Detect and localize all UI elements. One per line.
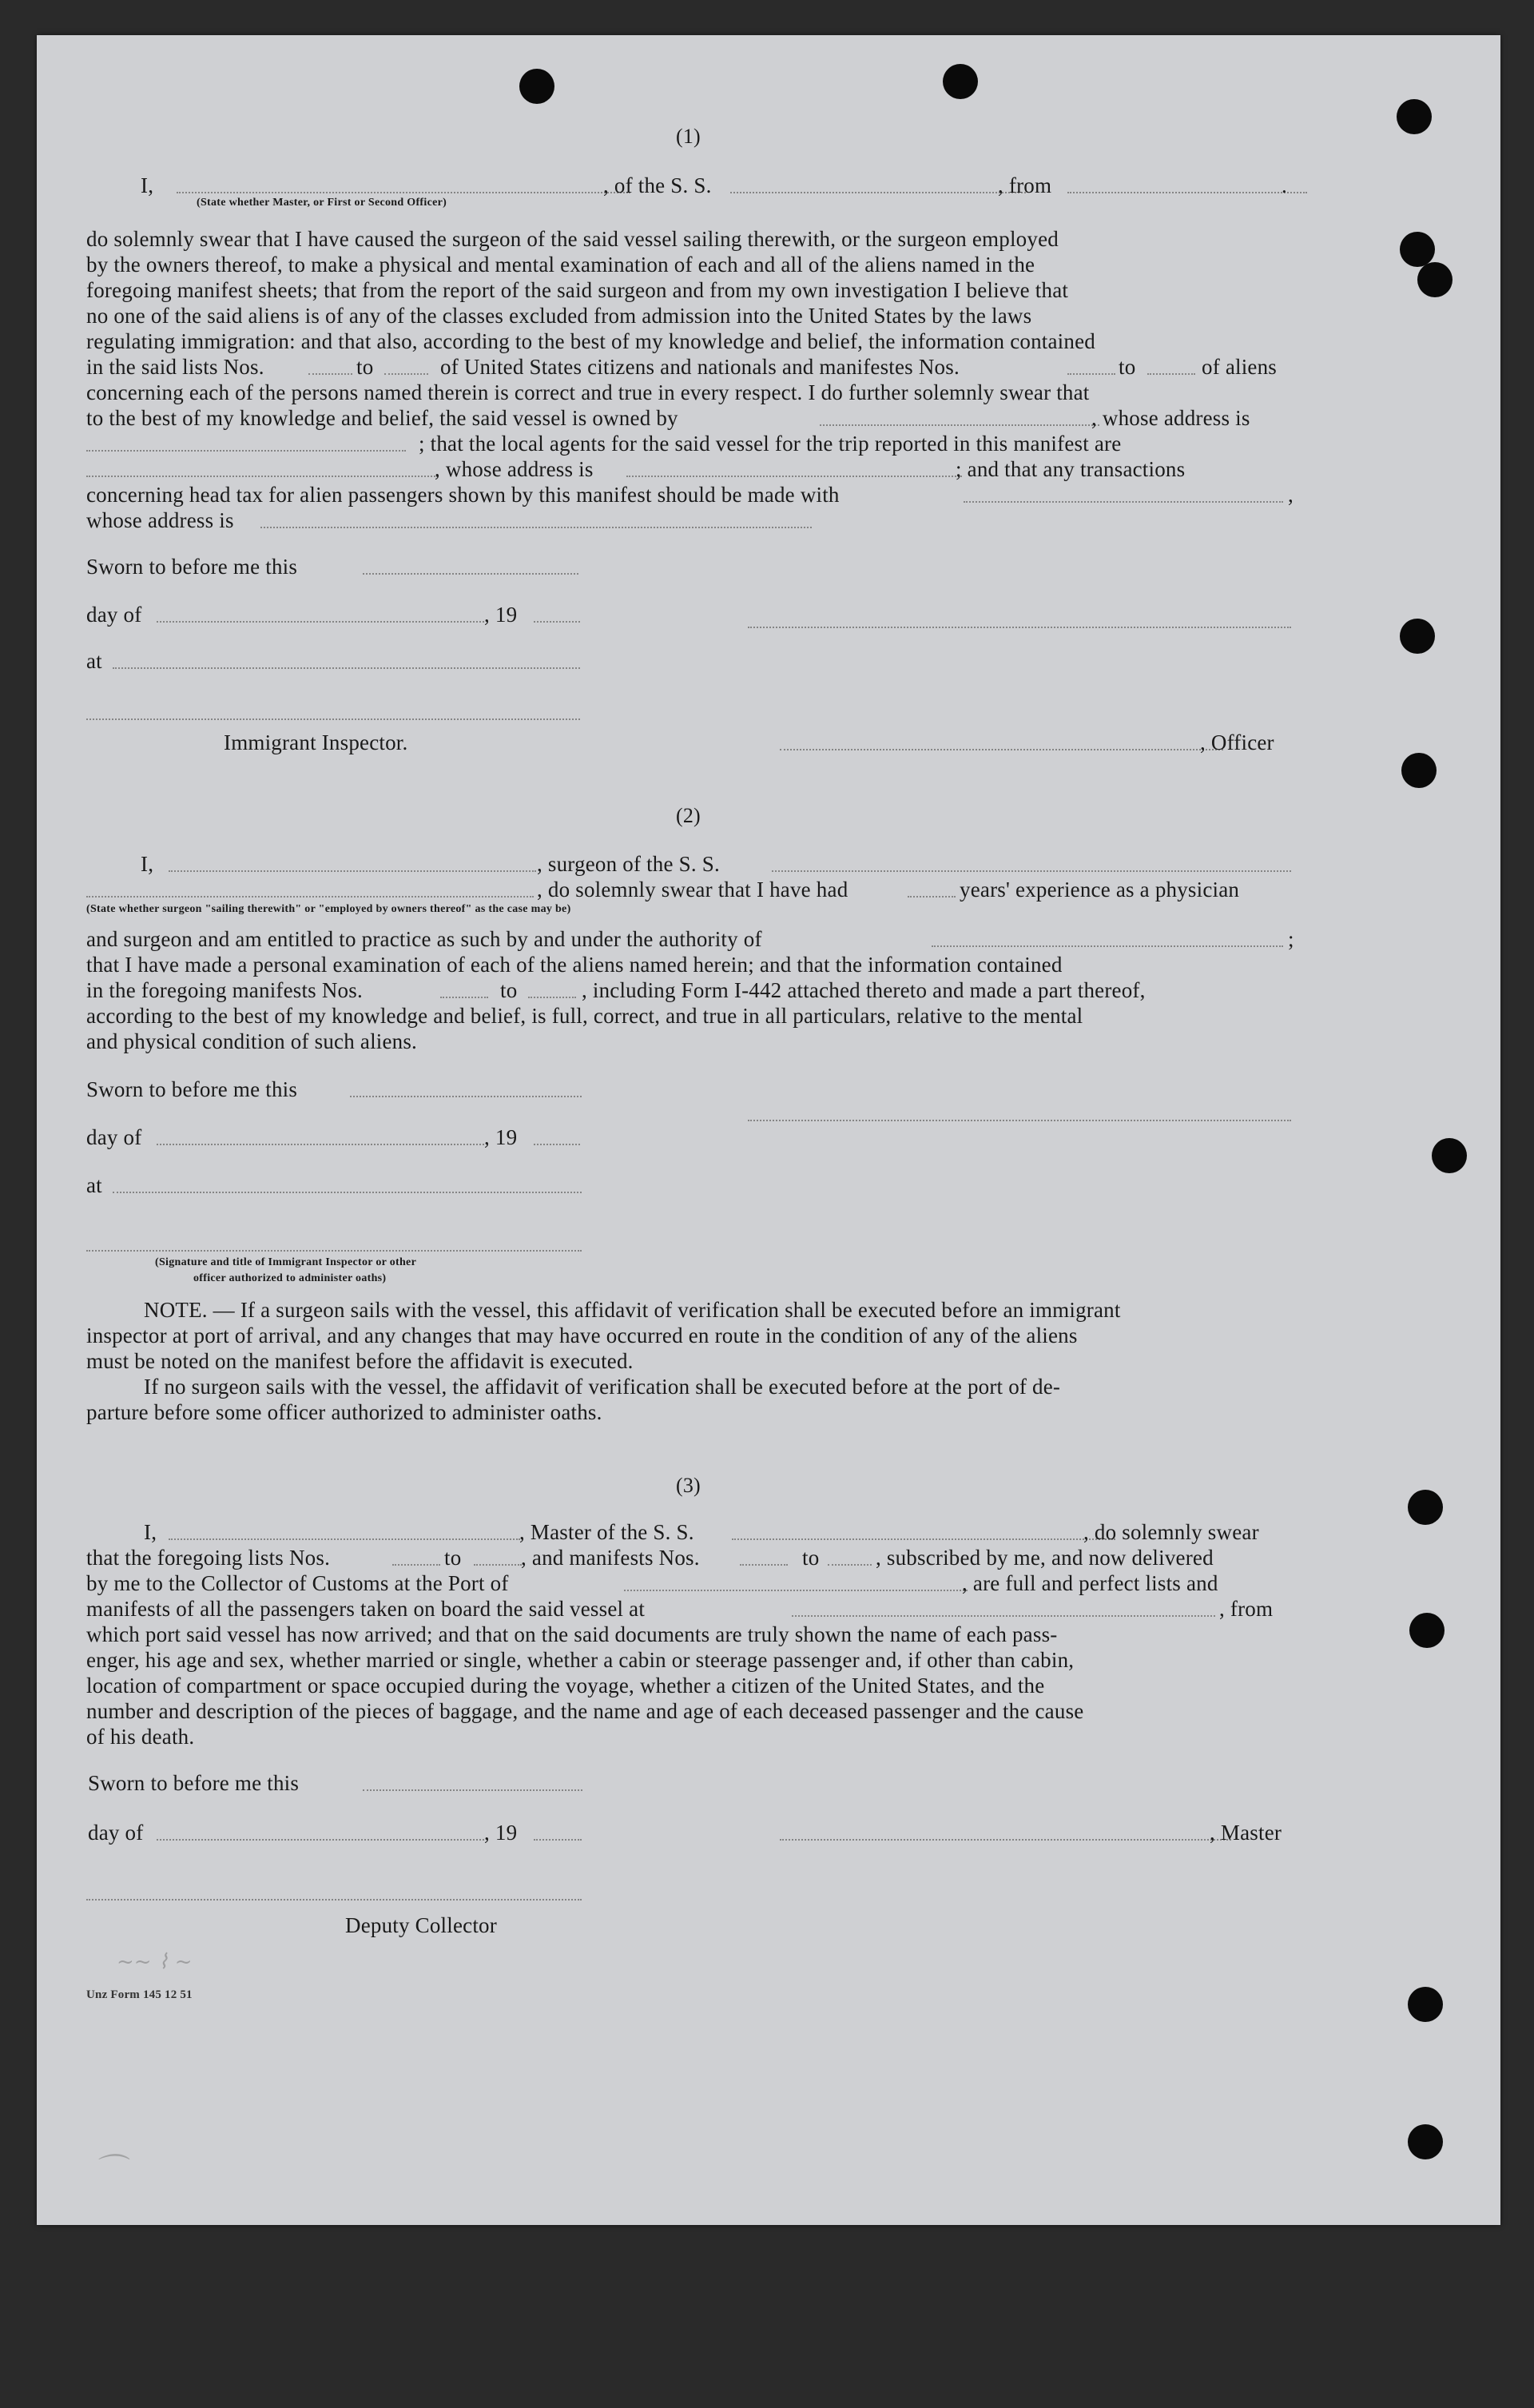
paragraph-line: according to the best of my knowledge and belief, is full, correct, and true in all particulars, relative to the mental — [86, 1004, 1083, 1028]
punch-hole — [1397, 99, 1432, 134]
board-text: , from — [1219, 1597, 1274, 1621]
paragraph-line: number and description of the pieces of baggage, and the name and age of each deceased passenger and the cause — [86, 1699, 1084, 1723]
fill-line-master-signature — [780, 1839, 1231, 1841]
fill-line-manifest-from — [1067, 373, 1115, 375]
foregoing-text: , including Form I-442 attached thereto and made a part thereof, — [582, 978, 1146, 1002]
fill-line-year — [534, 1144, 580, 1145]
collector-text: , are full and perfect lists and — [962, 1571, 1218, 1595]
master-of-text: , Master of the S. S. — [519, 1520, 694, 1544]
fill-line-sworn-day — [350, 1096, 582, 1097]
fill-line-officer-signature-top — [748, 627, 1291, 628]
paragraph-line: which port said vessel has now arrived; and that on the said documents are truly shown the name of each pass- — [86, 1622, 1058, 1646]
fill-line-month — [157, 1839, 484, 1841]
fill-line-owner-address — [86, 450, 406, 452]
surgeon-of-text: , surgeon of the S. S. — [537, 852, 720, 876]
punch-hole — [943, 64, 978, 99]
lists-text: , and manifests Nos. — [521, 1546, 700, 1570]
fill-line-vessel-name — [730, 192, 1026, 193]
to-label: to — [1119, 355, 1136, 379]
fill-line-month — [157, 621, 484, 623]
punch-hole — [519, 69, 554, 104]
fill-line-list-from — [392, 1564, 440, 1566]
fill-line-surgeon-status — [86, 896, 534, 898]
faint-mark: ⌒ — [93, 2152, 125, 2189]
punch-hole — [1408, 1490, 1443, 1525]
punch-hole — [1400, 619, 1435, 654]
note-master: (State whether Master, or First or Second Officer) — [197, 197, 447, 209]
collector-text: by me to the Collector of Customs at the Port of — [86, 1571, 509, 1595]
section-number: (3) — [676, 1474, 701, 1497]
agents-address-text: , whose address is — [435, 457, 594, 481]
fill-line-manifest-from — [440, 997, 488, 998]
fill-line-surgeon-name — [169, 870, 536, 872]
owner-address-text: , whose address is — [1091, 406, 1250, 430]
fill-line-inspector-signature — [86, 1250, 582, 1252]
fill-line-year — [534, 1839, 582, 1841]
year-text: , 19 — [484, 603, 518, 627]
head-tax-text: concerning head tax for alien passengers shown by this manifest should be made with — [86, 483, 840, 507]
faint-handwriting: ~~ ⌇ ~ — [117, 1950, 193, 1974]
to-label: to — [444, 1546, 462, 1570]
paragraph-line: enger, his age and sex, whether married or single, whether a cabin or steerage passenger and, if other than cabin, — [86, 1648, 1075, 1672]
years-text: years' experience as a physician — [960, 878, 1240, 902]
sworn-text: Sworn to before me this — [86, 1077, 298, 1101]
at-text: at — [86, 649, 102, 673]
punch-hole — [1400, 232, 1435, 267]
fill-line-agents-address — [626, 476, 962, 477]
fill-line-owner — [820, 424, 1099, 426]
fill-line-year — [534, 621, 580, 623]
oath-i: I, — [141, 173, 154, 197]
year-text: , 19 — [484, 1821, 518, 1845]
fill-line-head-tax-address — [260, 527, 812, 528]
fill-line-sworn-day — [363, 1789, 582, 1791]
punch-hole — [1401, 753, 1437, 788]
semicolon: ; — [1288, 927, 1294, 951]
lists-text: in the said lists Nos. — [86, 355, 264, 379]
paragraph-line: location of compartment or space occupied during the voyage, whether a citizen of the United States, and the — [86, 1674, 1045, 1698]
note-line: If no surgeon sails with the vessel, the affidavit of verification shall be executed before at the port of de- — [144, 1375, 1061, 1399]
signature-note: (Signature and title of Immigrant Inspector or other — [155, 1256, 417, 1268]
fill-line-manifest-to — [528, 997, 576, 998]
at-text: at — [86, 1173, 102, 1197]
paragraph-line: and physical condition of such aliens. — [86, 1029, 418, 1053]
of-the-ss: , of the S. S. — [603, 173, 712, 197]
comma: , — [1288, 483, 1294, 507]
fill-line-place — [113, 1192, 582, 1193]
fill-line-port — [624, 1590, 968, 1591]
board-text: manifests of all the passengers taken on board the said vessel at — [86, 1597, 646, 1621]
fill-line-manifest-from — [740, 1564, 788, 1566]
fill-line-authority — [932, 945, 1283, 947]
transactions-text: ; and that any transactions — [956, 457, 1186, 481]
whose-address-text: whose address is — [86, 508, 234, 532]
agents-text: ; that the local agents for the said vessel for the trip reported in this manifest are — [419, 432, 1122, 456]
paragraph-line: that I have made a personal examination of each of the aliens named herein; and that the information contained — [86, 953, 1063, 977]
manifest-form-page — [37, 35, 1500, 2225]
owned-by-text: to the best of my knowledge and belief, the said vessel is owned by — [86, 406, 678, 430]
fill-line-month — [157, 1144, 484, 1145]
punch-hole — [1432, 1138, 1467, 1173]
master-label: , Master — [1210, 1821, 1282, 1845]
to-label: to — [500, 978, 518, 1002]
period: . — [1282, 173, 1287, 197]
day-of-text: day of — [86, 1125, 142, 1149]
form-number: Unz Form 145 12 51 — [86, 1988, 193, 2001]
lists-text: of aliens — [1202, 355, 1278, 379]
signature-note: officer authorized to administer oaths) — [193, 1272, 387, 1284]
fill-line-sworn-day — [363, 573, 578, 575]
fill-line-head-tax — [964, 501, 1283, 503]
sworn-text: Sworn to before me this — [88, 1771, 300, 1795]
fill-line-board-port — [792, 1615, 1215, 1617]
from-label: , from — [998, 173, 1052, 197]
paragraph-line: foregoing manifest sheets; that from the report of the said surgeon and from my own investigation I believe that — [86, 278, 1069, 302]
note-line: NOTE. — If a surgeon sails with the vessel, this affidavit of verification shall be executed before an immigrant — [144, 1298, 1121, 1322]
fill-line-vessel-name — [732, 1538, 1115, 1540]
inspector-label: Immigrant Inspector. — [224, 730, 408, 754]
fill-line-list-from — [308, 373, 352, 375]
note-surgeon: (State whether surgeon "sailing therewith" or "employed by owners thereof" as the case may be) — [86, 903, 571, 915]
fill-line-place — [113, 667, 580, 669]
paragraph-line: no one of the said aliens is of any of the classes excluded from admission into the United States by the laws — [86, 304, 1032, 328]
fill-line-inspector-signature — [86, 718, 580, 720]
fill-line-list-to — [384, 373, 428, 375]
oath-i: I, — [144, 1520, 157, 1544]
punch-hole — [1417, 262, 1453, 297]
lists-text: of United States citizens and nationals and manifestes Nos. — [440, 355, 960, 379]
lists-text: that the foregoing lists Nos. — [86, 1546, 331, 1570]
sworn-text: Sworn to before me this — [86, 555, 298, 579]
foregoing-text: in the foregoing manifests Nos. — [86, 978, 363, 1002]
to-label: to — [356, 355, 374, 379]
fill-line-officer-name — [177, 192, 630, 193]
fill-line-manifest-to — [1147, 373, 1195, 375]
fill-line-master-name — [169, 1538, 520, 1540]
fill-line-list-to — [474, 1564, 522, 1566]
note-line: inspector at port of arrival, and any changes that may have occurred en route in the condition of any of the aliens — [86, 1323, 1078, 1347]
punch-hole — [1409, 1613, 1445, 1648]
paragraph-line: regulating immigration: and that also, according to the best of my knowledge and belief, the information contained — [86, 329, 1095, 353]
oath-i: I, — [141, 852, 154, 876]
paragraph-line: concerning each of the persons named therein is correct and true in every respect. I do further solemnly swear that — [86, 380, 1090, 404]
fill-line-port-from — [1067, 192, 1307, 193]
paragraph-line: of his death. — [86, 1725, 195, 1749]
deputy-label: Deputy Collector — [345, 1913, 497, 1937]
day-of-text: day of — [88, 1821, 144, 1845]
swear-text: , do solemnly swear — [1083, 1520, 1259, 1544]
lists-text: , subscribed by me, and now delivered — [876, 1546, 1214, 1570]
fill-line-officer-signature — [780, 749, 1223, 750]
fill-line-surgeon-vessel — [772, 870, 1291, 872]
officer-label: , Officer — [1200, 730, 1274, 754]
punch-hole — [1408, 1987, 1443, 2022]
to-label: to — [802, 1546, 820, 1570]
note-line: must be noted on the manifest before the affidavit is executed. — [86, 1349, 634, 1373]
section-number: (1) — [676, 125, 701, 148]
day-of-text: day of — [86, 603, 142, 627]
fill-line-deputy-signature — [86, 1899, 582, 1901]
section-number: (2) — [676, 804, 701, 827]
punch-hole — [1408, 2124, 1443, 2159]
note-line: parture before some officer authorized to administer oaths. — [86, 1400, 602, 1424]
year-text: , 19 — [484, 1125, 518, 1149]
fill-line-years — [908, 896, 956, 898]
swear-text: , do solemnly swear that I have had — [537, 878, 848, 902]
paragraph-line: by the owners thereof, to make a physical and mental examination of each and all of the aliens named in the — [86, 253, 1035, 277]
fill-line-manifest-to — [828, 1564, 872, 1566]
fill-line-surgeon-signature — [748, 1120, 1291, 1121]
fill-line-agents — [86, 476, 438, 477]
paragraph-line: do solemnly swear that I have caused the surgeon of the said vessel sailing therewith, or the surgeon employed — [86, 227, 1059, 251]
authority-text: and surgeon and am entitled to practice as such by and under the authority of — [86, 927, 762, 951]
